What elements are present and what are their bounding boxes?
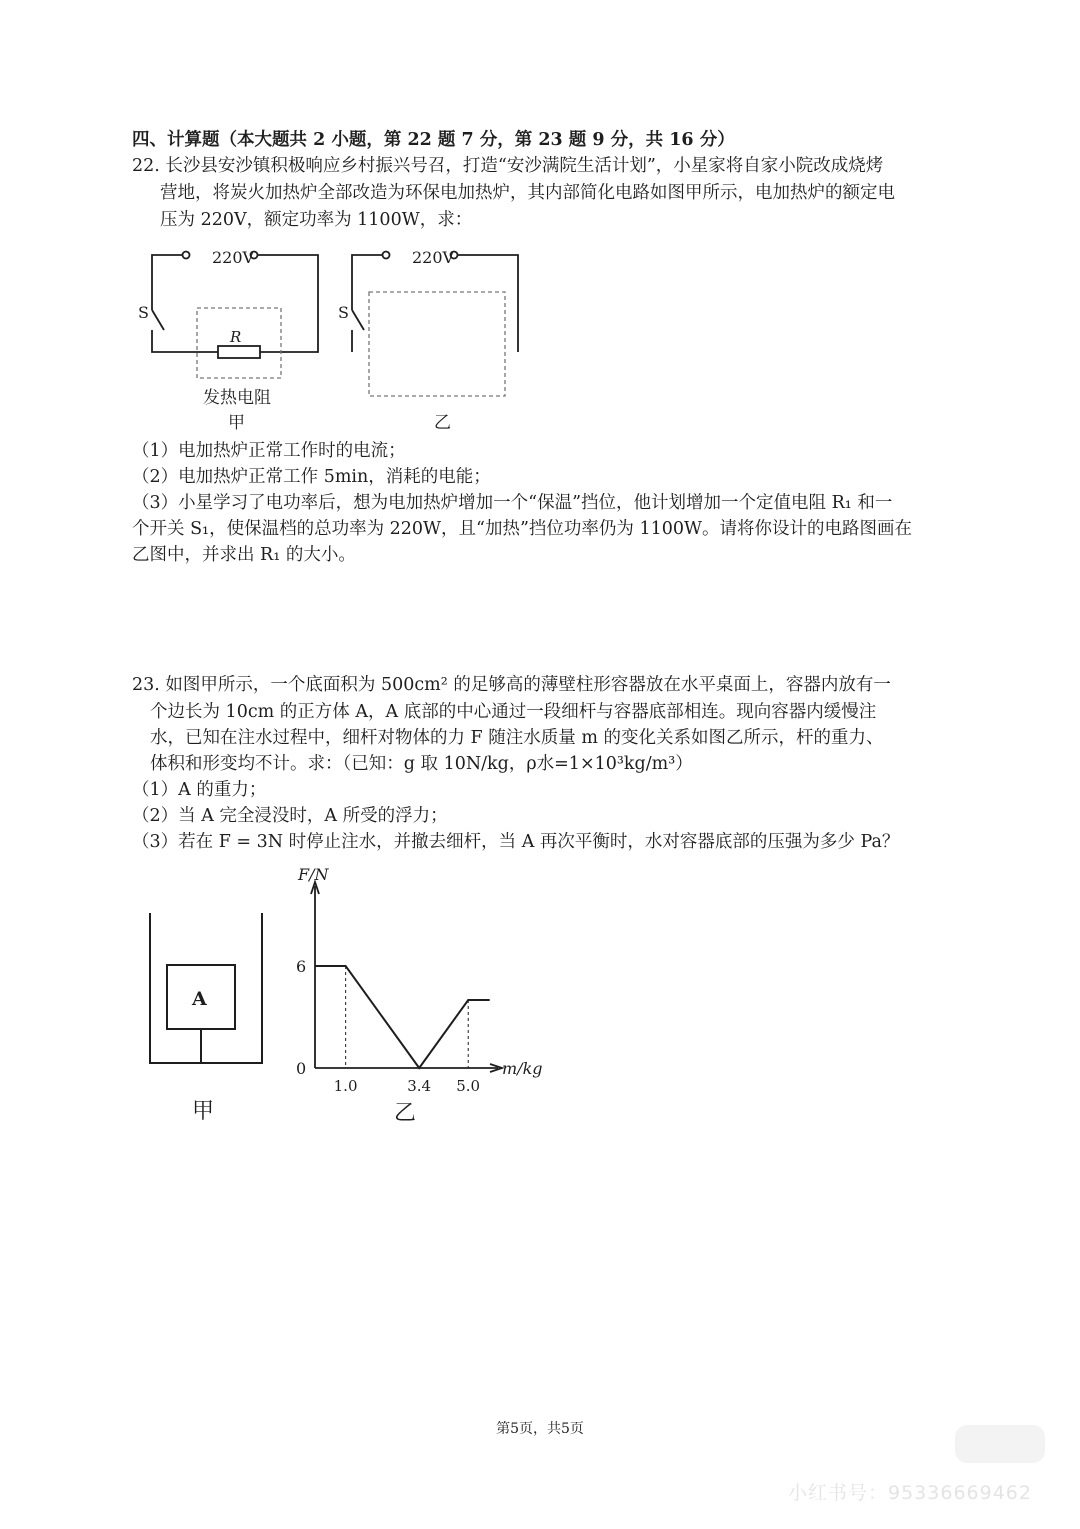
yi-voltage-label: 220V xyxy=(412,248,455,267)
q23-figure-yi-chart xyxy=(290,858,550,1128)
jia-caption: 甲 xyxy=(228,413,245,433)
yi-dashed-box xyxy=(369,292,505,396)
watermark: 小红书号：95336669462 xyxy=(788,1482,1032,1504)
q22-sub-3: （3）小星学习了电功率后，想为电加热炉增加一个“保温”挡位，他计划增加一个定值电阻 R₁ 和一 xyxy=(132,493,893,513)
q23-sub-2: （2）当 A 完全浸没时，A 所受的浮力； xyxy=(132,806,448,826)
q22-sub-1: （1）电加热炉正常工作时的电流； xyxy=(132,441,406,461)
jia-resistor xyxy=(218,346,260,358)
watermark-logo xyxy=(955,1425,1045,1463)
force-curve xyxy=(315,966,490,1068)
y-axis-label: F/N xyxy=(298,865,329,884)
yi-switch-blade xyxy=(352,310,364,330)
yi-caption: 乙 xyxy=(434,413,451,433)
q23-figure-jia xyxy=(140,905,280,1130)
jia-resistor-label: R xyxy=(230,328,242,346)
y-tick-label-0: 6 xyxy=(296,957,307,976)
yi-terminal-left xyxy=(383,252,390,259)
q22-figure-yi xyxy=(330,240,530,435)
jia-switch-blade xyxy=(152,310,164,330)
q22-sub-3-cont: 个开关 S₁，使保温档的总功率为 220W，且“加热”挡位功率仍为 1100W。请将你设计的电路图画在 xyxy=(132,519,912,539)
q22-figure-jia xyxy=(130,240,330,435)
x-tick-label-1: 3.4 xyxy=(407,1077,432,1095)
q22-sub-3-end: 乙图中，并求出 R₁ 的大小。 xyxy=(132,545,356,565)
x-axis-label: m/kg xyxy=(502,1059,543,1078)
x-tick-label-2: 5.0 xyxy=(456,1077,481,1095)
jia-terminal-left xyxy=(183,252,190,259)
q23-line-4: 体积和形变均不计。求：（已知：g 取 10N/kg，ρ水=1×10³kg/m³） xyxy=(150,754,693,774)
jia-switch-label: S xyxy=(138,303,149,322)
jia-voltage-label: 220V xyxy=(212,248,255,267)
q23-line-3: 水，已知在注水过程中，细杆对物体的力 F 随注水质量 m 的变化关系如图乙所示，杆的重力、 xyxy=(150,728,884,748)
q23-line-2: 个边长为 10cm 的正方体 A，A 底部的中心通过一段细杆与容器底部相连。现向容器内缓慢注 xyxy=(150,702,877,722)
yi23-caption: 乙 xyxy=(394,1101,417,1126)
q22-line-3: 压为 220V，额定功率为 1100W，求： xyxy=(160,210,473,230)
jia-wire-right xyxy=(258,255,318,352)
section-heading: 四、计算题（本大题共 2 小题，第 22 题 7 分，第 23 题 9 分，共 16 分） xyxy=(132,130,735,150)
q23-sub-1: （1）A 的重力； xyxy=(132,780,267,800)
q23-sub-3: （3）若在 F = 3N 时停止注水，并撤去细杆，当 A 再次平衡时，水对容器底部的压强为多少 Pa？ xyxy=(132,832,900,852)
q23-line-1: 23. 如图甲所示，一个底面积为 500cm² 的足够高的薄壁柱形容器放在水平桌面上，容器内放有一 xyxy=(132,675,891,695)
yi-switch-label: S xyxy=(338,303,349,322)
jia23-caption: 甲 xyxy=(192,1099,215,1124)
yi-wire-right xyxy=(458,255,518,352)
yi-wire-left-top xyxy=(352,255,382,310)
jia-box-label: 发热电阻 xyxy=(203,388,271,408)
page-footer: 第5页，共5页 xyxy=(496,1421,584,1437)
origin-label: 0 xyxy=(296,1059,307,1078)
q22-sub-2: （2）电加热炉正常工作 5min，消耗的电能； xyxy=(132,467,491,487)
jia-wire-left-top xyxy=(152,255,182,310)
x-tick-label-0: 1.0 xyxy=(333,1077,358,1095)
q22-line-1: 22. 长沙县安沙镇积极响应乡村振兴号召，打造“安沙满院生活计划”，小星家将自家小院改成烧烤 xyxy=(132,156,884,176)
q22-line-2: 营地，将炭火加热炉全部改造为环保电加热炉，其内部简化电路如图甲所示，电加热炉的额定电 xyxy=(160,183,895,203)
jia23-block-label: A xyxy=(192,988,207,1010)
jia-wire-left-bottom xyxy=(152,330,218,352)
